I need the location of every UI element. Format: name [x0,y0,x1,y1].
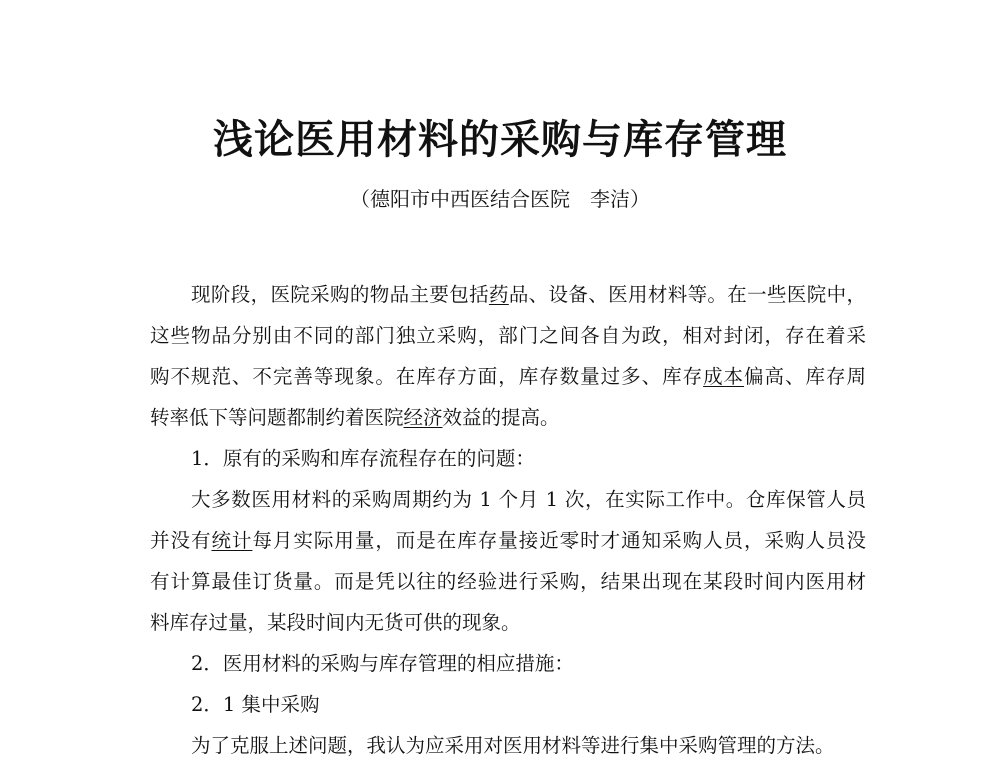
underlined-term: 药 [488,283,509,306]
text-run: 这些物品分别由不同的部门独立采购，部门之间各自为政，相对封闭，存在着采 [150,324,866,347]
text-line [150,356,866,397]
text-run: 料库存过量，某段时间内无货可供的现象。 [150,611,521,634]
text-run: 偏高、库存周 [744,365,866,388]
text-line [150,561,866,602]
underlined-term: 经济 [403,406,443,429]
text-line [150,315,866,356]
underlined-term: 成本 [703,365,745,388]
paragraph [150,643,866,684]
text-line [150,479,866,520]
text-line [150,397,866,438]
text-line [150,602,866,643]
author-affiliation: （德阳市中西医结合医院 李洁） [350,187,650,211]
text-line [150,438,866,479]
paragraph [150,684,866,725]
text-run: 购不规范、不完善等现象。在库存方面，库存数量过多、库存 [150,365,704,388]
text-run: 大多数医用材料的采购周期约为 1 个月 1 次，在实际工作中。仓库保管人员 [191,488,866,511]
text-line [150,274,866,315]
text-run: 2．1 集中采购 [191,693,320,716]
text-run: 并没有 [150,529,212,552]
paragraph [150,274,866,438]
paragraph [150,479,866,643]
text-run: 效益的提高。 [442,406,560,429]
text-run: 有计算最佳订货量。而是凭以往的经验进行采购，结果出现在某段时间内医用材 [150,570,866,593]
text-run: 1．原有的采购和库存流程存在的问题： [191,447,535,470]
text-run: 转率低下等问题都制约着医院 [150,406,404,429]
text-run: 为了克服上述问题，我认为应采用对医用材料等进行集中采购管理的方法。 [191,734,835,757]
text-line [150,684,866,725]
text-run: 现阶段，医院采购的物品主要包括 [191,283,489,306]
document-title: 浅论医用材料的采购与库存管理 [213,116,787,163]
text-line [150,643,866,684]
text-line [150,520,866,561]
text-run: 品、设备、医用材料等。在一些医院中， [508,283,866,306]
text-run: 2．医用材料的采购与库存管理的相应措施： [191,652,574,675]
paragraph [150,438,866,479]
document-body [150,274,866,766]
underlined-term: 统计 [211,529,253,552]
text-run: 每月实际用量，而是在库存量接近零时才通知采购人员，采购人员没 [252,529,866,552]
